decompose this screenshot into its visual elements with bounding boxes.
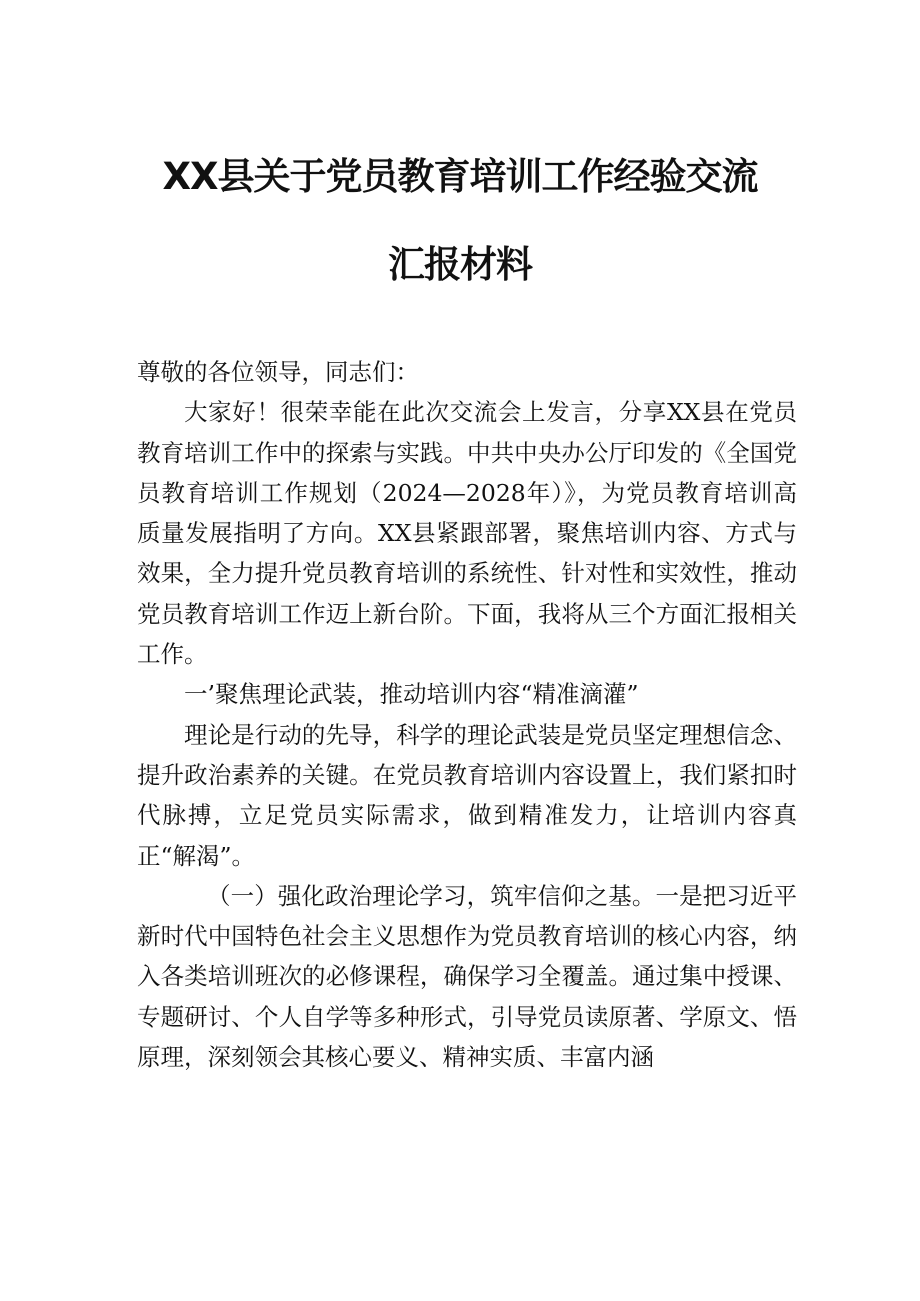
body-paragraph: 理论是行动的先导，科学的理论武装是党员坚定理想信念、提升政治素养的关键。在党员教育培训内容设置上，我们紧扣时代脉搏，立足党员实际需求，做到精准发力，让培训内容真正“解渴”。 xyxy=(137,720,797,870)
section-heading: 一’聚焦理论武装，推动培训内容“精准滴灌” xyxy=(184,680,639,709)
document-title-line-2: 汇报材料 xyxy=(388,243,532,286)
salutation: 尊敬的各位领导，同志们： xyxy=(137,358,419,386)
document-body xyxy=(137,352,797,1077)
subsection-paragraph: （一）强化政治理论学习，筑牢信仰之基。一是把习近平新时代中国特色社会主义思想作为党员教育培训的核心内容，纳入各类培训班次的必修课程，确保学习全覆盖。通过集中授课、专题研讨、个人自学等多种形式，引导党员读原著、学原文、悟原理，深刻领会其核心要义、精神实质、丰富内涵 xyxy=(137,881,797,1072)
body-paragraph: 大家好！很荣幸能在此次交流会上发言，分享XX县在党员教育培训工作中的探索与实践。中共中央办公厅印发的《全国党员教育培训工作规划（2024—2028年）》，为党员教育培训高质量发展指明了方向。XX县紧跟部署，聚焦培训内容、方式与效果，全力提升党员教育培训的系统性、针对性和实效性，推动党员教育培训工作迈上新台阶。下面，我将从三个方面汇报相关工作。 xyxy=(137,398,797,669)
document-title-line-1: XX县关于党员教育培训工作经验交流 xyxy=(162,155,758,198)
